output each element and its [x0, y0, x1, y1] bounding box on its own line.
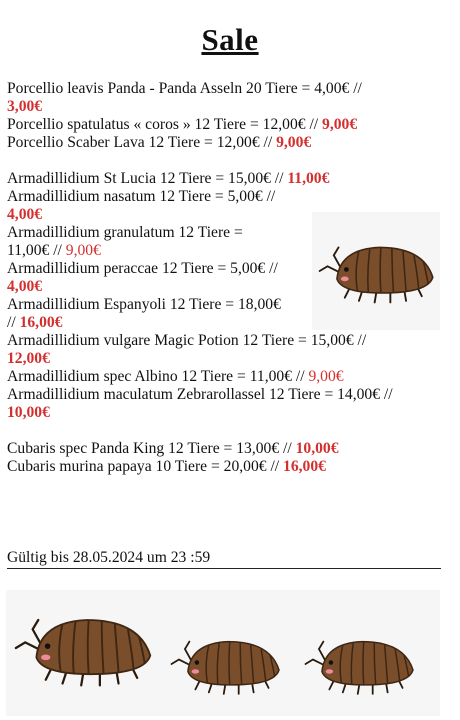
page-title: Sale	[201, 22, 259, 57]
price-line	[7, 332, 447, 350]
validity-note	[7, 548, 441, 569]
product-text: Armadillidium Espanyoli 12 Tiere = 18,00€	[7, 296, 281, 313]
product-text: Armadillidium granulatum 12 Tiere =	[7, 224, 243, 241]
price-line	[7, 98, 447, 116]
sale-price: 10,00€	[7, 404, 50, 421]
sale-price: 9,00€	[308, 368, 344, 385]
group-spacer	[7, 422, 447, 440]
price-line	[7, 386, 447, 404]
price-line	[7, 134, 447, 152]
woodlouse-illustration-icon	[170, 632, 282, 696]
product-text: Armadillidium maculatum Zebrarollassel 12 Tiere = 14,00€ //	[7, 386, 393, 403]
woodlouse-illustration-icon	[318, 238, 436, 304]
sale-price: 11,00€	[287, 170, 330, 187]
price-line	[7, 170, 447, 188]
sale-price: 9,00€	[65, 242, 101, 259]
product-text: 11,00€ //	[7, 242, 66, 259]
price-line	[7, 350, 447, 368]
product-text: Armadillidium vulgare Magic Potion 12 Tiere = 15,00€ //	[7, 332, 367, 349]
price-line	[7, 404, 447, 422]
price-line	[7, 458, 447, 476]
woodlouse-illustration-icon	[304, 632, 416, 696]
group-spacer	[7, 152, 447, 170]
sale-price: 12,00€	[7, 350, 50, 367]
price-line	[7, 440, 447, 458]
product-text: Cubaris spec Panda King 12 Tiere = 13,00€ //	[7, 440, 296, 457]
sale-price: 4,00€	[7, 206, 43, 223]
sale-price: 9,00€	[276, 134, 312, 151]
sale-price: 3,00€	[7, 98, 43, 115]
product-text: Armadillidium St Lucia 12 Tiere = 15,00€ //	[7, 170, 288, 187]
validity-text: Gültig bis 28.05.2024 um 23 :59	[7, 549, 211, 566]
price-line	[7, 188, 447, 206]
product-text: Porcellio spatulatus « coros » 12 Tiere = 12,00€ //	[7, 116, 323, 133]
sale-price: 16,00€	[283, 458, 326, 475]
sale-price: 10,00€	[295, 440, 339, 457]
price-line	[7, 368, 447, 386]
sale-price: 4,00€	[7, 278, 43, 295]
product-text: //	[7, 314, 20, 331]
product-text: Porcellio leavis Panda - Panda Asseln 20 Tiere = 4,00€ //	[7, 80, 362, 97]
product-text: Porcellio Scaber Lava 12 Tiere = 12,00€ //	[7, 134, 277, 151]
sale-price: 16,00€	[19, 314, 63, 331]
product-text: Armadillidium nasatum 12 Tiere = 5,00€ //	[7, 188, 276, 205]
product-text: Cubaris murina papaya 10 Tiere = 20,00€ //	[7, 458, 284, 475]
price-line	[7, 80, 447, 98]
woodlouse-illustration-icon	[14, 608, 154, 688]
price-line	[7, 116, 447, 134]
sale-price: 9,00€	[322, 116, 358, 133]
product-text: Armadillidium spec Albino 12 Tiere = 11,00€ //	[7, 368, 309, 385]
product-text: Armadillidium peraccae 12 Tiere = 5,00€ //	[7, 260, 278, 277]
